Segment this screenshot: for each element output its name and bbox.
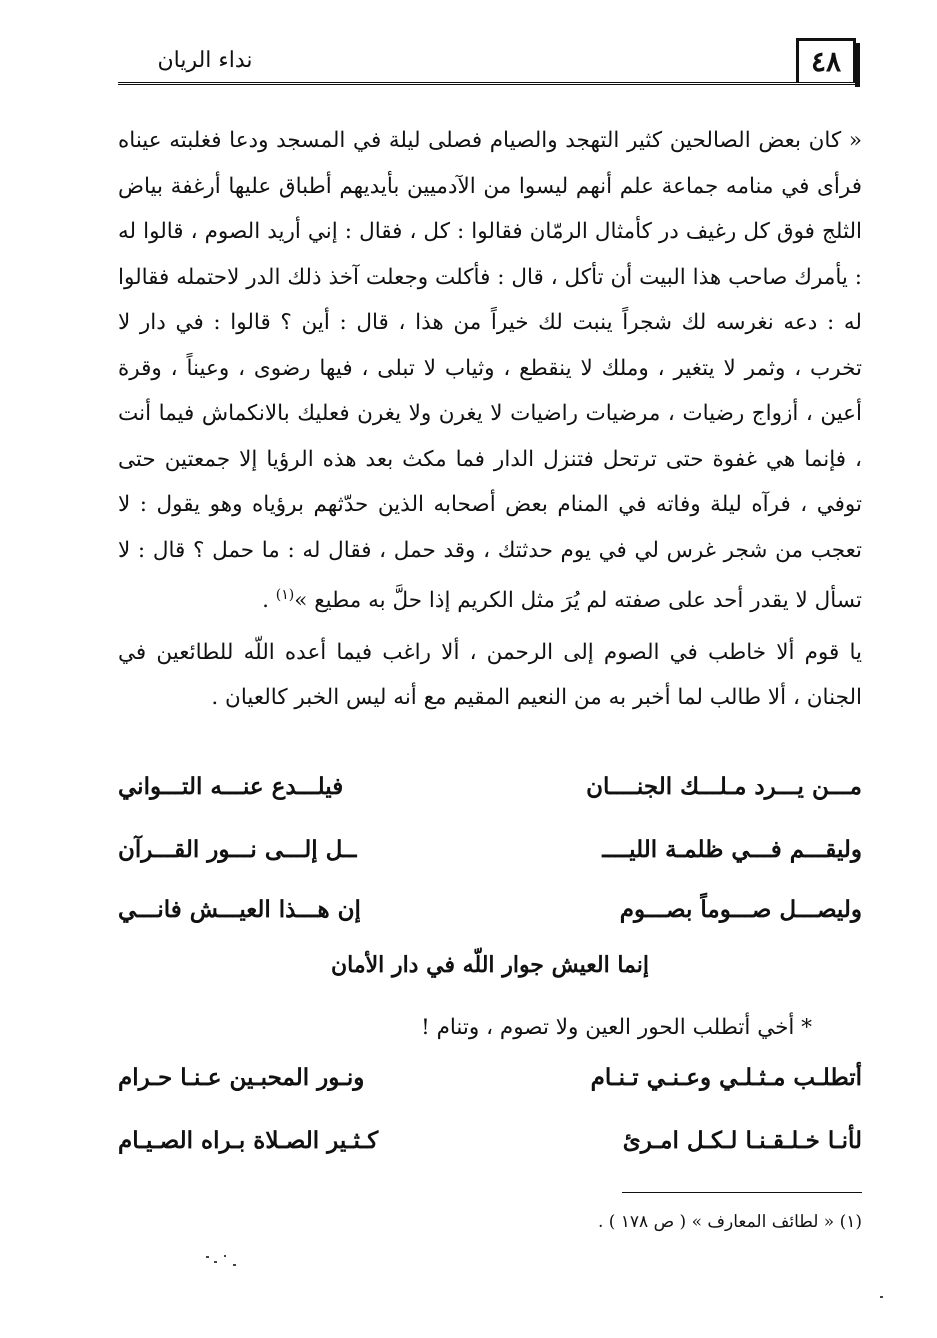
footnote-rule	[622, 1192, 862, 1193]
scan-speck	[224, 1255, 226, 1257]
verse-second-hemistich: ــل إلـــى نـــور القـــرآن	[118, 836, 357, 863]
poem-2-verse	[118, 1118, 862, 1164]
exhortation-line	[118, 1005, 862, 1051]
verse-first-hemistich: مـــن يـــرد مـلـــك الجنــــان	[586, 773, 862, 800]
paragraph-2: يا قوم ألا خاطب في الصوم إلى الرحمن ، ألا راغب فيما أعده اللّه للطائعين في الجنان ، ألا طالب لما أخبر به من النعيم المقيم مع أنه ليس الخبر كالعيان .	[118, 639, 862, 711]
scan-speck	[214, 1261, 217, 1263]
scan-speck	[880, 1296, 883, 1298]
verse-second-hemistich: كـثـير الصـلاة بـراه الصـيـام	[118, 1127, 379, 1154]
header-rule	[118, 82, 860, 85]
page-number: ٤٨	[810, 45, 842, 78]
exhortation-text: * أخي أتطلب الحور العين ولا تصوم ، وتنام !	[421, 1015, 812, 1040]
verse-first-hemistich: وليصـــل صـــوماً بصـــوم	[619, 896, 862, 923]
verse-second-hemistich: ونـور المحبـين عـنـا حـرام	[118, 1064, 365, 1091]
footnote-marker: (١)	[275, 587, 295, 603]
poem-1-verse	[118, 887, 862, 933]
page-number-box-shadow	[855, 43, 860, 87]
verse-first-hemistich: وليقـــم فـــي ظلمـة الليــــ	[602, 836, 862, 863]
poem-1-verse	[118, 764, 862, 810]
scan-speck	[206, 1256, 209, 1258]
paragraph-1	[118, 118, 862, 624]
footnote: (١) « لطائف المعارف » ( ص ١٧٨ ) .	[597, 1212, 862, 1232]
verse-second-hemistich: فيلـــدع عنـــه التـــواني	[118, 773, 344, 800]
poem-1-closing-line: إنما العيش جوار اللّه في دار الأمان	[330, 952, 649, 978]
scan-speck	[233, 1264, 236, 1266]
body-text	[118, 118, 862, 721]
verse-second-hemistich: إن هـــذا العيـــش فانـــي	[118, 896, 361, 923]
running-title: نداء الريان	[157, 48, 253, 73]
page-number-box	[796, 38, 856, 82]
poem-1-verse	[118, 827, 862, 873]
paragraph-1-end: .	[262, 588, 276, 614]
verse-first-hemistich: لأنـا خـلـقـنـا لـكـل امـرئ	[622, 1127, 862, 1154]
poem-2-verse	[118, 1055, 862, 1101]
verse-first-hemistich: أتطلـب مـثـلـي وعـنـي تـنـام	[590, 1064, 862, 1091]
paragraph-1-text: « كان بعض الصالحين كثير التهجد والصيام فصلى ليلة في المسجد ودعا فغلبته عيناه فرأى في منامه جماعة علم أنهم ليسوا من الآدميين بأيديهم أطباق عليها أرغفة بياض الثلج فوق كل رغيف در كأمثال الرمّان فقالوا : كل ، فقال : إني أريد الصوم ، قالوا له : يأمرك صاحب هذا البيت أن تأكل ، قال : فأكلت وجعلت آخذ ذلك الدر لاحتمله فقالوا له : دعه نغرسه لك شجراً ينبت لك خيراً من هذا ، قال : أين ؟ قالوا : في دار لا تخرب ، وثمر لا يتغير ، وملك لا ينقطع ، وثياب لا تبلى ، فيها رضوى ، وعيناً ، وقرة أعين ، أزواج رضيات ، مرضيات راضيات لا يغرن ولا يغرن فعليك بالانكماش فيما أنت ، فإنما هي غفوة حتى ترتحل فتنزل الدار فما مكث بعد هذه الرؤيا إلا جمعتين حتى توفي ، فرآه ليلة وفاته في المنام بعض أصحابه الذين حدّثهم برؤياه وهو يقول : لا تعجب من شجر غرس لي في يوم حدثتك ، وقد حمل ، فقال له : ما حمل ؟ قال : لا تسأل لا يقدر أحد على صفته لم يُرَ مثل الكريم إذا حلَّ به مطيع »	[118, 128, 862, 614]
